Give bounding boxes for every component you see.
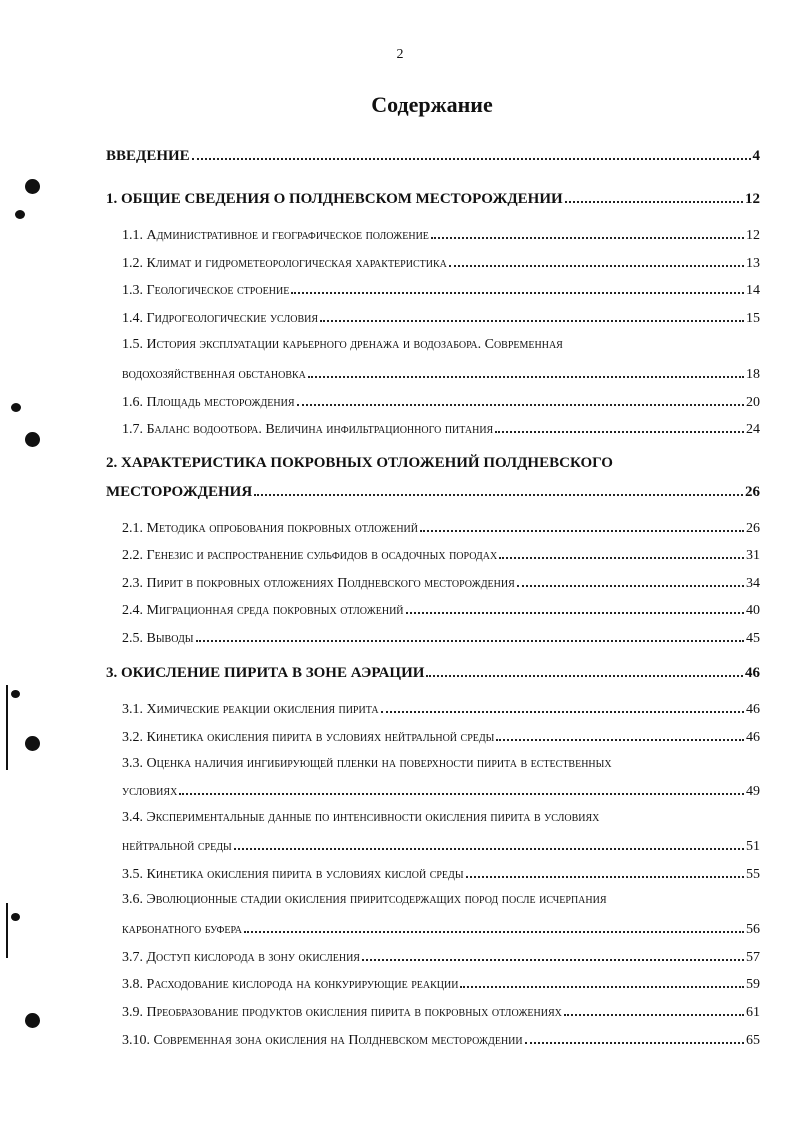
- toc-entry-1-5[interactable]: водохозяйственная обстановка 18: [122, 364, 760, 384]
- toc-entry-intro[interactable]: ВВЕДЕНИЕ 4: [106, 148, 760, 164]
- toc-entry-2-3[interactable]: 2.3. Пирит в покровных отложениях Полдневского месторождения 34: [122, 573, 760, 593]
- toc-entry-1-2[interactable]: 1.2. Климат и гидрометеорологическая характеристика 13: [122, 253, 760, 273]
- toc-entry-3-5[interactable]: 3.5. Кинетика окисления пирита в условиях кислой среды 55: [122, 864, 760, 884]
- toc-entry-3-4-line1: 3.4. Экспериментальные данные по интенсивности окисления пирита в условиях: [122, 810, 600, 825]
- page-number: 2: [396, 47, 404, 62]
- toc-entry-2-2[interactable]: 2.2. Генезис и распространение сульфидов в осадочных породах 31: [122, 545, 760, 565]
- toc-entry-ch1[interactable]: 1. ОБЩИЕ СВЕДЕНИЯ О ПОЛДНЕВСКОМ МЕСТОРОЖДЕНИИ 12: [106, 191, 760, 207]
- toc-entry-3-8[interactable]: 3.8. Расходование кислорода на конкурирующие реакции 59: [122, 974, 760, 994]
- toc-entry-2-5[interactable]: 2.5. Выводы 45: [122, 628, 760, 648]
- toc-entry-3-6-line1: 3.6. Эволюционные стадии окисления приритсодержащих пород после исчерпания: [122, 892, 607, 907]
- scan-edge-line: [6, 903, 8, 958]
- toc-entry-1-1[interactable]: 1.1. Административное и географическое положение 12: [122, 225, 760, 245]
- toc-entry-1-5-line1: 1.5. История эксплуатации карьерного дренажа и водозабора. Современная: [122, 337, 563, 352]
- toc-entry-1-3[interactable]: 1.3. Геологическое строение 14: [122, 280, 760, 300]
- toc-entry-ch2[interactable]: МЕСТОРОЖДЕНИЯ 26: [106, 484, 760, 500]
- toc-entry-ch3[interactable]: 3. ОКИСЛЕНИЕ ПИРИТА В ЗОНЕ АЭРАЦИИ 46: [106, 665, 760, 681]
- toc-entry-1-6[interactable]: 1.6. Площадь месторождения 20: [122, 392, 760, 412]
- scan-speck-mark: [15, 210, 25, 219]
- toc-entry-2-1[interactable]: 2.1. Методика опробования покровных отложений 26: [122, 518, 760, 538]
- toc-entry-3-1[interactable]: 3.1. Химические реакции окисления пирита 46: [122, 699, 760, 719]
- toc-entry-3-4[interactable]: нейтральной среды 51: [122, 836, 760, 856]
- toc-entry-2-4[interactable]: 2.4. Миграционная среда покровных отложений 40: [122, 600, 760, 620]
- toc-entry-3-6[interactable]: карбонатного буфера 56: [122, 919, 760, 939]
- toc-entry-3-2[interactable]: 3.2. Кинетика окисления пирита в условиях нейтральной среды 46: [122, 727, 760, 747]
- punch-hole-mark: [25, 179, 40, 194]
- toc-entry-3-3-line1: 3.3. Оценка наличия ингибирующей пленки на поверхности пирита в естественных: [122, 756, 612, 771]
- toc-entry-3-7[interactable]: 3.7. Доступ кислорода в зону окисления 57: [122, 947, 760, 967]
- page-title: Содержание: [371, 92, 493, 117]
- toc-entry-1-7[interactable]: 1.7. Баланс водоотбора. Величина инфильтрационного питания 24: [122, 419, 760, 439]
- toc-entry-ch2-line1: 2. ХАРАКТЕРИСТИКА ПОКРОВНЫХ ОТЛОЖЕНИЙ ПОЛДНЕВСКОГО: [106, 455, 613, 471]
- punch-hole-mark: [25, 432, 40, 447]
- toc-entry-3-9[interactable]: 3.9. Преобразование продуктов окисления пирита в покровных отложениях 61: [122, 1002, 760, 1022]
- toc-entry-1-4[interactable]: 1.4. Гидрогеологические условия 15: [122, 308, 760, 328]
- punch-hole-mark: [25, 1013, 40, 1028]
- punch-hole-mark: [25, 736, 40, 751]
- toc-entry-3-3[interactable]: условиях 49: [122, 781, 760, 801]
- toc-entry-3-10[interactable]: 3.10. Современная зона окисления на Полдневском месторождении 65: [122, 1030, 760, 1050]
- scan-speck-mark: [11, 690, 20, 698]
- scan-edge-line: [6, 685, 8, 770]
- scan-speck-mark: [11, 913, 20, 921]
- scan-speck-mark: [11, 403, 21, 412]
